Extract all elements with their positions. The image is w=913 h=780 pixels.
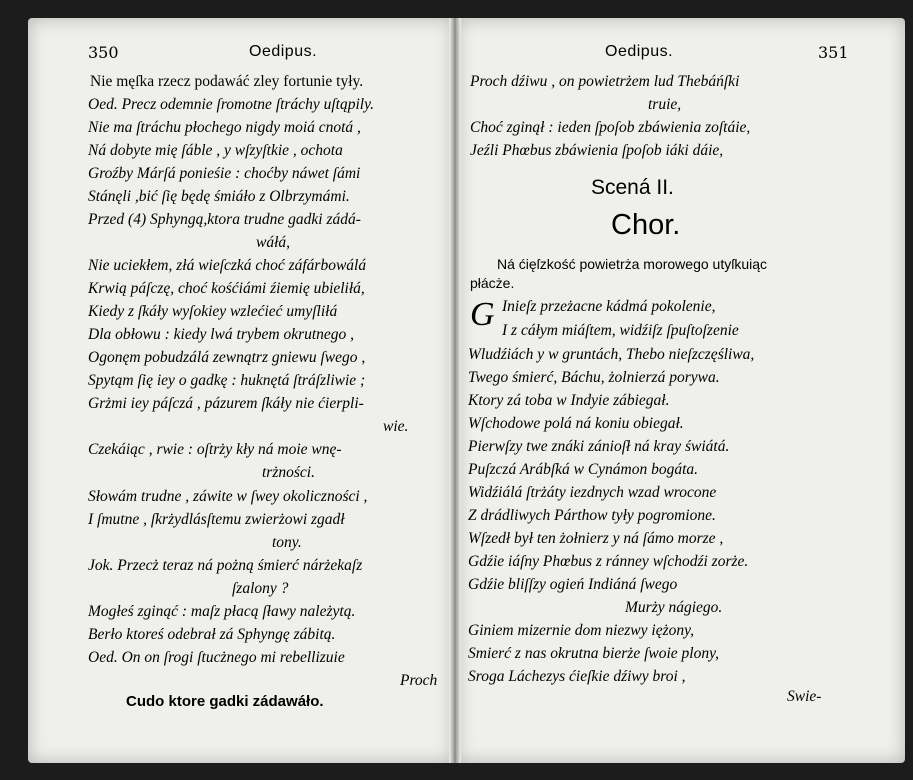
right-line: Ktory zá toba w Indyie zábiegał. (468, 392, 670, 409)
left-line: Kiedy z ſkáły wyſokiey wzlećieć umyſliłá (88, 303, 338, 320)
left-line: Nie ma ſtráchu płochego nigdy moiá cnotá , (88, 119, 361, 136)
left-line: tony. (272, 534, 302, 551)
left-line: Ogonęm pobudzálá zewnątrz gniewu ſwego , (88, 349, 366, 366)
left-catchword: Proch (400, 672, 438, 689)
left-line: Oed. On on ſrogi ſtucżnego mi rebellizuie (88, 649, 345, 666)
right-line: Wludźiách y w gruntách, Thebo nieſzczęśliwa, (468, 346, 755, 363)
right-line: Puſzczá Arábſká w Cynámon bogáta. (468, 461, 699, 478)
scene-title: Scená II. (591, 176, 674, 199)
left-line: Czekáiąc , rwie : oſtrży kły ná moie wnę- (88, 441, 342, 458)
left-footnote: Cudo ktore gadki zádawáło. (126, 693, 324, 710)
right-catchword: Swie- (787, 688, 822, 705)
left-line: trżności. (262, 464, 315, 481)
left-line: Krwią páſczę, choć kośćiámi źiemię ubieliłá, (88, 280, 365, 297)
right-running-title: Oedipus. (605, 43, 674, 60)
left-line: Spytąm ſię iey o gadkę : huknętá ſtráſzliwie ; (88, 372, 366, 389)
right-line: Pierwſzy twe znáki zánioſł ná kray świátá. (468, 438, 730, 455)
right-line: Jeźli Phœbus zbáwienia ſpoſob iáki dáie, (470, 142, 724, 159)
left-line: Dla obłowu : kiedy lwá trybem okrutnego , (88, 326, 355, 343)
right-line: Sroga Láchezys ćieſkie dźiwy broi , (468, 668, 686, 685)
right-line: Twego śmierć, Báchu, żolnierzá porywa. (468, 369, 720, 386)
left-line: Nie uciekłem, złá wieſczká choć záfárbowálá (88, 257, 367, 274)
right-line: Giniem mizernie dom niezwy iężony, (468, 622, 695, 639)
stage-direction: Ná ćięſzkość powietrża morowego utyſkuiąc (497, 256, 767, 272)
left-line: Berło ktoreś odebrał zá Sphyngę zábitą. (88, 626, 336, 643)
left-line: Ná dobyte mię ſáble , y wſzyſtkie , ochota (88, 142, 343, 159)
left-line: Jok. Przecż teraz ná pożną śmierć nárżekaſz (88, 557, 363, 574)
left-page-number: 350 (88, 43, 119, 62)
book-gutter (449, 18, 461, 763)
right-line: Widźiálá ſtrżáty iezdnych wzad wrocone (468, 484, 717, 501)
left-line: Nie męſka rzecz podawáć zley fortunie tyły. (90, 73, 364, 90)
left-line: wie. (383, 418, 409, 435)
right-line: Inieſz przeżacne kádmá pokolenie, (502, 298, 716, 315)
right-line: truie, (648, 96, 682, 113)
right-line: Proch dźiwu , on powietrżem lud Thebáńſki (470, 73, 740, 90)
right-line: Murży nágiego. (625, 599, 723, 616)
drop-cap: G (470, 296, 495, 333)
left-line: Grżmi iey páſczá , pázurem ſkáły nie ćierpli- (88, 395, 364, 412)
left-line: Stánęli ,bić ſię będę śmiáło z Olbrzymámi. (88, 188, 350, 205)
right-line: Wſchodowe polá ná koniu obiegał. (468, 415, 684, 432)
stage-direction: płácże. (470, 275, 515, 291)
left-line: ſzalony ? (232, 580, 289, 597)
right-line: Wſzedł był ten żołnierz y ná ſámo morze , (468, 530, 724, 547)
right-line: Z drádliwych Párthow tyły pogromione. (468, 507, 716, 524)
right-line: I z cáłym miáſtem, widźiſz ſpuſtoſzenie (502, 322, 739, 339)
left-running-title: Oedipus. (249, 43, 318, 60)
right-line: Gdźie bliſſzy ogień Indiáná ſwego (468, 576, 678, 593)
left-line: Przed (4) Sphyngą,ktora trudne gadki zádá- (88, 211, 361, 228)
right-page-number: 351 (818, 43, 849, 62)
left-line: I ſmutne , ſkrżydlásſtemu zwierżowi zgadł (88, 511, 345, 528)
left-line: wáłá, (256, 234, 291, 251)
left-line: Oed. Precz odemnie ſromotne ſtráchy uſtąpily. (88, 96, 374, 113)
left-line: Groźby Márſá ponieśie : choćby náwet ſámi (88, 165, 361, 182)
chor-title: Chor. (611, 209, 681, 241)
right-line: Choć zginął : ieden ſpoſob zbáwienia zoſtáie, (470, 119, 751, 136)
right-line: Gdźie iáſny Phœbus z ránney wſchodźi zorże. (468, 553, 749, 570)
right-line: Smierć z nas okrutna bierże ſwoie plony, (468, 645, 719, 662)
left-line: Słowám trudne , záwite w ſwey okoliczności , (88, 488, 368, 505)
left-line: Mogłeś zginąć : maſz płacą ſławy należytą. (88, 603, 356, 620)
